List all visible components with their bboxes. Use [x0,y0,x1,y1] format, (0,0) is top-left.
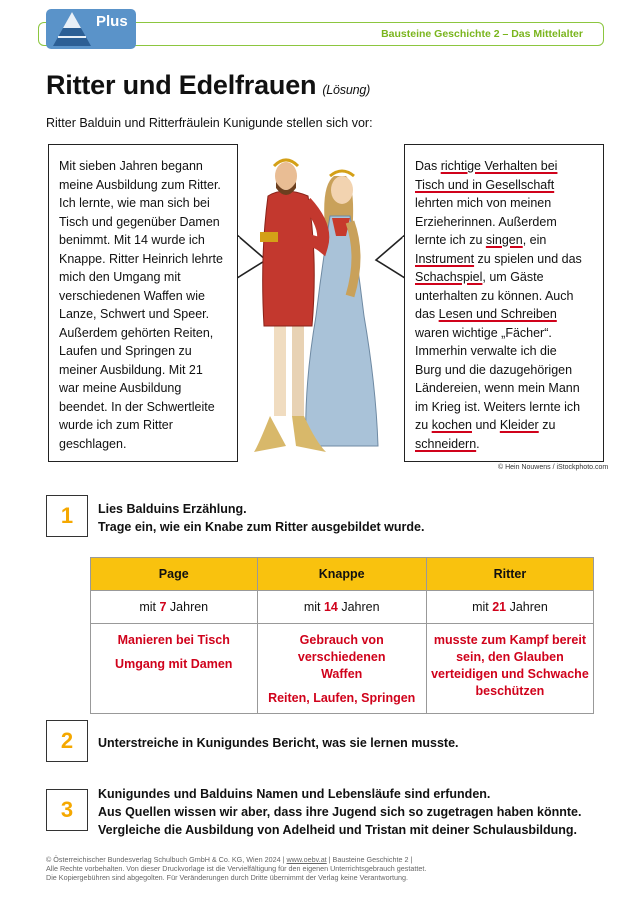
answer-row [91,624,594,714]
task-1-number: 1 [46,495,88,537]
kunigunde-speech-bubble [404,144,604,462]
page-title-text: Ritter und Edelfrauen [46,70,317,100]
intro-text: Ritter Balduin und Ritterfräulein Kunigunde stellen sich vor: [46,116,373,130]
header-knappe: Knappe [257,558,426,591]
underlined-skill: Tisch und in Gesellschaft [415,177,555,192]
answer-text: Umgang mit Damen [115,657,233,671]
answer-cell-knappe [257,624,426,714]
kunigunde-line: im Krieg ist. Weiters lernte ich [415,399,581,414]
task-1-line: Lies Balduins Erzählung. [98,502,247,516]
kunigunde-line: Erzieherinnen. Außerdem [415,214,557,229]
task-3-line: Aus Quellen wissen wir aber, dass ihre Jugend sich so zugetragen haben könnte. [98,805,582,819]
kunigunde-line: schneidern. [415,436,480,451]
age-value: 21 [492,600,507,614]
balduin-speech-bubble [48,144,238,462]
kunigunde-line: Immerhin verwalte ich die [415,344,557,358]
kunigunde-line: waren wichtige „Fächer“. [415,325,552,340]
balduin-line: meine Ausbildung zum Ritter. [59,177,221,192]
balduin-line: war meine Ausbildung [59,381,182,395]
table-header-row [91,558,594,591]
kunigunde-line: lernte ich zu singen, ein [415,233,547,247]
underlined-skill: Kleider [499,418,539,432]
header-ritter: Ritter [426,558,593,591]
balduin-line: Ich lernte, wie man sich bei [59,196,210,210]
kunigunde-line: unterhalten zu können. Auch [415,288,574,303]
kunigunde-line: Ländereien, wenn mein Mann [415,381,580,395]
answer-text: Reiten, Laufen, Springen [268,691,416,705]
training-table [90,557,594,714]
task-3-number: 3 [46,789,88,831]
underlined-skill: Instrument [415,251,475,266]
kunigunde-line: zu kochen und Kleider zu [415,418,556,432]
balduin-line: Außerdem gehörten Reiten, [59,325,214,340]
answer-text: musste zum Kampf bereit sein, den Glauben verteidigen und Schwache beschützen [431,633,589,698]
footer-line: Alle Rechte vorbehalten. Von dieser Druckvorlage ist die Vervielfältigung für den eigenen Unterrichtsgebrauch gestattet. [46,864,427,873]
underlined-skill: kochen [431,418,472,432]
underlined-skill: Schachspiel [415,270,483,284]
kunigunde-line: Burg und die dazugehörigen [415,362,573,377]
task-3-text [98,785,581,839]
task-3-line: Kunigundes und Balduins Namen und Lebensläufe sind erfunden. [98,787,491,801]
knight-and-lady-illustration [246,146,398,464]
balduin-line: Laufen und Springen zu [59,344,192,358]
balduin-line: Knappe. Ritter Heinrich lehrte [59,251,223,266]
underlined-skill: singen [485,233,523,247]
title-note: (Lösung) [322,83,371,97]
balduin-line: verschiedenen Waffen wie [59,288,205,303]
kunigunde-line [415,176,603,195]
task-2-number: 2 [46,720,88,762]
kunigunde-line: lehrten mich von meinen [415,196,552,210]
balduin-line: Tisch und gegenüber Damen [59,214,220,229]
balduin-line: mich den Umgang mit [59,270,181,284]
underlined-skill: Lesen und Schreiben [438,307,557,321]
task-3-line: Vergleiche die Ausbildung von Adelheid und Tristan mit deiner Schulausbildung. [98,823,577,837]
underlined-skill: schneidern [415,436,477,451]
age-row [91,591,594,624]
age-value: 14 [323,600,338,614]
publisher-link[interactable]: www.oebv.at [286,855,327,864]
kunigunde-line: das Lesen und Schreiben [415,307,557,321]
triangle-logo-icon [50,9,94,49]
kunigunde-line: Das richtige Verhalten bei [415,159,558,173]
answer-cell-ritter [426,624,593,714]
footer-line: © Österreichischer Bundesverlag Schulbuch GmbH & Co. KG, Wien 2024 | www.oebv.at | Bausteine Geschichte 2 | [46,855,413,864]
task-1-line: Trage ein, wie ein Knabe zum Ritter ausgebildet wurde. [98,520,425,534]
answer-text: Gebrauch von verschiedenen Waffen [297,633,386,681]
kunigunde-line: Instrument zu spielen und das [415,251,582,266]
task-2-text: Unterstreiche in Kunigundes Bericht, was sie lernen musste. [98,736,459,750]
logo-text: Plus [96,13,128,30]
publisher-logo [46,9,136,49]
page-title [46,70,370,101]
balduin-line: wurde ich zum Ritter [59,418,173,432]
footer-line: Die Kopiergebühren sind abgegolten. Für Veränderungen durch Dritte übernimmt der Verlag keine Verantwortung. [46,873,408,882]
age-cell-ritter: mit 21 Jahren [426,591,593,624]
kunigunde-line: Schachspiel, um Gäste [415,270,544,284]
header-page: Page [91,558,258,591]
image-credit: © Hein Nouwens / iStockphoto.com [498,464,609,471]
footer [46,855,426,882]
balduin-line: beendet. In der Schwertleite [59,399,215,414]
balduin-line: benimmt. Mit 14 wurde ich [59,233,205,247]
age-value: 7 [159,600,167,614]
balduin-line: geschlagen. [59,436,127,451]
balduin-line: Lanze, Schwert und Speer. [59,307,210,321]
task-1-text [98,500,424,536]
age-cell-page: mit 7 Jahren [91,591,258,624]
answer-text: Manieren bei Tisch [117,633,230,647]
balduin-line: meiner Ausbildung. Mit 21 [59,362,203,377]
underlined-skill: richtige Verhalten bei [440,159,558,173]
series-title: Bausteine Geschichte 2 – Das Mittelalter [381,28,583,40]
age-cell-knappe: mit 14 Jahren [257,591,426,624]
balduin-line: Mit sieben Jahren begann [59,159,203,173]
answer-cell-page [91,624,258,714]
